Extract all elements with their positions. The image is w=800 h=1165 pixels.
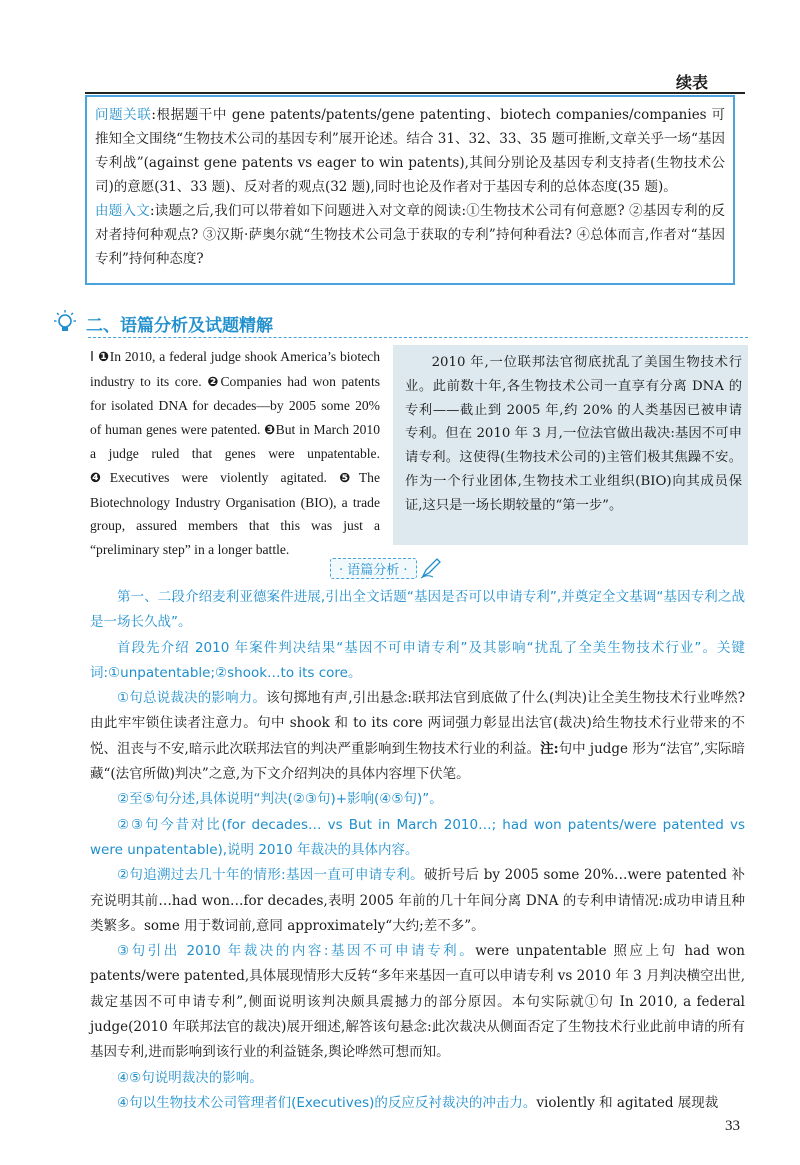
analysis-para-4: ②至⑤句分述,具体说明“判决(②③句)+影响(④⑤句)”。 bbox=[117, 791, 443, 808]
analysis-para-3-rest: 该句掷地有声,引出悬念:联邦法官到底做了什么(判决)让全美生物技术行业哗然?由此牢牢锁住读者注意力。句中 shook 和 to its core 两词强力彰显出法官(裁决)给生物技术行业带来的不悦、沮丧与不安,暗示此次联邦法官的判决严重影响到生物技术行业的利益。 bbox=[90, 690, 745, 757]
analysis-para-2: 首段先介绍 2010 年案件判决结果“基因不可申请专利”及其影响“扰乱了全美生物技术行业”。关键词:①unpatentable;②shook…to its core。 bbox=[90, 639, 745, 681]
analysis-para-6 bbox=[90, 863, 745, 939]
intro-text-1: :根据题干中 gene patents/patents/gene patenting、biotech companies/companies 可推知全文围绕“生物技术公司的基因专利”展开论述。结合 31、32、33、35 题可推断,文章关乎一场“基因专利战”(against gene patents vs eager to win patents),其间分别论及基因专利支持者(生物技术公司)的意愿(31、33 题)、反对者的观点(32 题),同时也论及作者对于基因专利的总体态度(35 题)。 bbox=[95, 107, 725, 195]
analysis-tag-label: · 语篇分析 · bbox=[330, 558, 417, 579]
section-title-text: 二、语篇分析及试题精解 bbox=[86, 315, 273, 336]
analysis-para-9-rest: violently 和 agitated 展现裁 bbox=[536, 1094, 719, 1111]
sentence-1-number: ❶ bbox=[98, 350, 110, 365]
sentence-2: Companies had won patents for isolated DNA for decades—by 2005 some 20% of human genes were patented. bbox=[90, 373, 381, 437]
analysis-para-6-lead: ②句追溯过去几十年的情形:基因一直可申请专利。 bbox=[117, 867, 424, 884]
analysis-para-7-rest: were unpatentable 照应上句 had won patents/were patented,具体展现情形大反转“多年来基因一直可以申请专利 vs 2010 年 3 月判决横空出世,裁定基因不可申请专利”,侧面说明该判决颇具震撼力的部分原因。本句实际就①句 In 2010, a federal judge(2010 年联邦法官的裁决)展开细述,解答该句悬念:此次裁决从侧面否定了生物技术行业此前申请的所有基因专利,进而影响到该行业的利益链条,舆论哗然可想而知。 bbox=[90, 943, 745, 1061]
paragraph-number: Ⅰ bbox=[90, 349, 95, 364]
note-text: 句中 judge 形为“法官”,实际暗藏“(法官所做)判决”之意,为下文介绍判决的具体内容埋下伏笔。 bbox=[90, 740, 745, 783]
translation-text: 2010 年,一位联邦法官彻底扰乱了美国生物技术行业。此前数十年,各生物技术公司一直享有分离 DNA 的专利——截止到 2005 年,约 20% 的人类基因已被申请专利。但在 2010 年 3 月,一位法官做出裁决:基因不可申请专利。这使得(生物技术公司的)主管们极其焦躁不安。作为一个行业团体,生物技术工业组织(BIO)向其成员保证,这只是一场长期较量的“第一步”。 bbox=[405, 355, 742, 513]
sentence-3-number: ❸ bbox=[264, 422, 276, 438]
sentence-4-number: ❹ bbox=[90, 470, 110, 486]
analysis-para-3 bbox=[90, 686, 745, 787]
analysis-para-1: 第一、二段介绍麦利亚德案件进展,引出全文话题“基因是否可以申请专利”,并奠定全文基调“基因专利之战是一场长久战”。 bbox=[90, 589, 745, 631]
continued-label: 续表 bbox=[675, 73, 708, 92]
pen-icon bbox=[419, 556, 443, 580]
intro-paragraph-1 bbox=[95, 103, 725, 199]
intro-label-2: 由题入文 bbox=[95, 203, 150, 219]
sentence-5: The Biotechnology Industry Organisation (BIO), a trade group, assured members that this was just a “preliminary step” in a longer battle. bbox=[90, 469, 380, 557]
header-rule bbox=[85, 92, 745, 94]
page-number: 33 bbox=[725, 1118, 740, 1134]
sentence-5-number: ❺ bbox=[339, 470, 359, 486]
analysis-para-9 bbox=[90, 1091, 745, 1116]
section-title bbox=[50, 308, 750, 338]
translation-box bbox=[393, 345, 748, 545]
intro-box bbox=[85, 95, 735, 285]
note-label: 注: bbox=[540, 740, 559, 757]
analysis-para-7 bbox=[90, 939, 745, 1065]
sentence-1: In 2010, a federal judge shook America’s biotech industry to its core. bbox=[90, 349, 380, 389]
sentence-2-number: ❷ bbox=[207, 374, 221, 390]
intro-paragraph-2 bbox=[95, 199, 725, 271]
analysis-para-3-lead: ①句总说裁决的影响力。 bbox=[117, 690, 267, 707]
lightbulb-icon bbox=[50, 308, 80, 338]
analysis-body bbox=[90, 585, 745, 1116]
analysis-para-8: ④⑤句说明裁决的影响。 bbox=[117, 1069, 263, 1086]
analysis-para-6-rest: 破折号后 by 2005 some 20%…were patented 补充说明其前…had won…for decades,表明 2005 年前的几十年间分离 DNA 的专利申请情况:成功申请且种类繁多。some 用于数词前,意同 approximately“大约;差不多”。 bbox=[90, 867, 745, 934]
english-passage bbox=[90, 345, 380, 561]
analysis-para-9-lead: ④句以生物技术公司管理者们(Executives)的反应反衬裁决的冲击力。 bbox=[117, 1094, 537, 1111]
section-rule bbox=[88, 337, 748, 339]
analysis-tag bbox=[330, 557, 443, 579]
intro-label-1: 问题关联 bbox=[95, 107, 152, 123]
intro-text-2: :读题之后,我们可以带着如下问题进入对文章的阅读:①生物技术公司有何意愿? ②基因专利的反对者持何种观点? ③汉斯·萨奥尔就“生物技术公司急于获取的专利”持何种看法? ④总体而言,作者对“基因专利”持何种态度? bbox=[95, 203, 726, 267]
analysis-para-7-lead: ③句引出 2010 年裁决的内容:基因不可申请专利。 bbox=[117, 943, 476, 960]
analysis-para-5: ②③句今昔对比(for decades… vs But in March 2010…; had won patents/were patented vs were unpatentable),说明 2010 年裁决的具体内容。 bbox=[90, 816, 745, 858]
sentence-3: But in March 2010 a judge ruled that genes were unpatentable. bbox=[90, 421, 381, 462]
sentence-4: Executives were violently agitated. bbox=[109, 469, 327, 485]
